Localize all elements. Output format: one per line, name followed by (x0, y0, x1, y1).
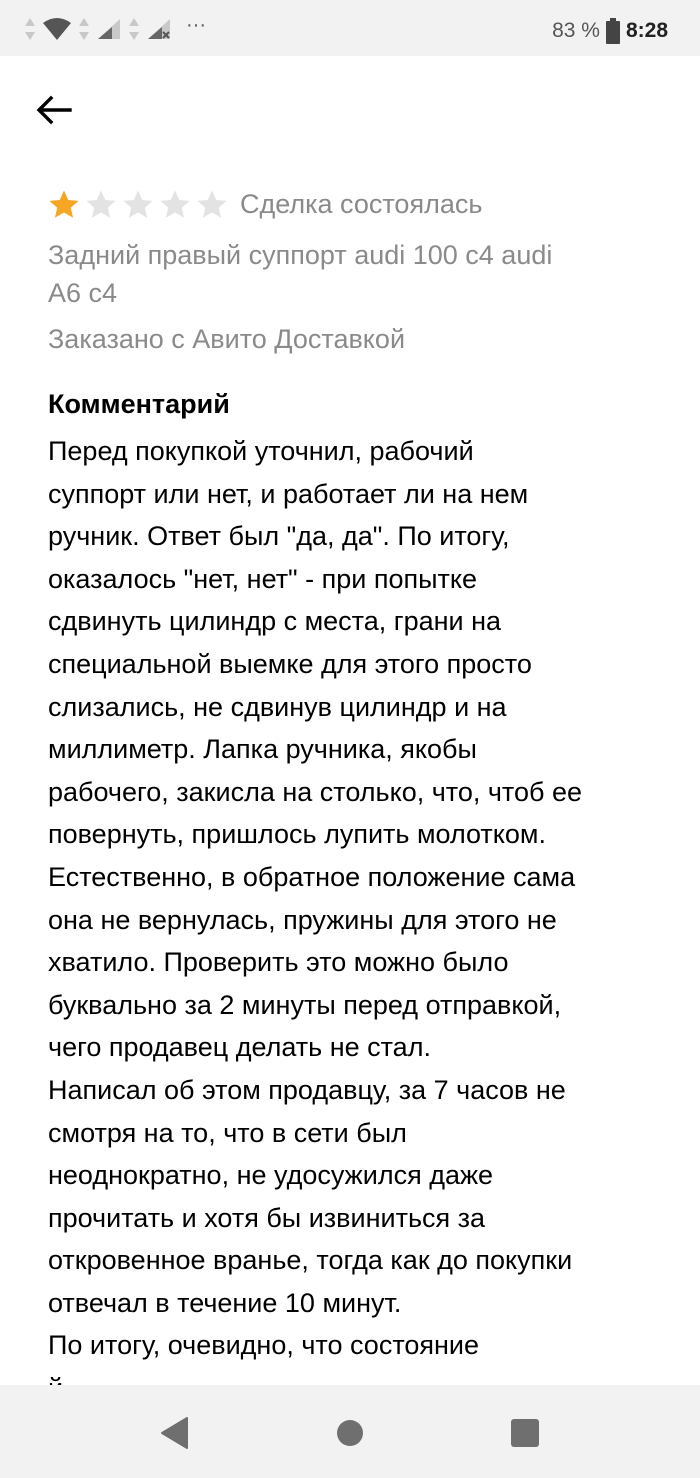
delivery-note: Заказано с Авито Доставкой (48, 324, 406, 354)
deal-status: Сделка состоялась (240, 188, 483, 219)
comment-line: отвечал в течение 10 минут. (48, 1287, 402, 1318)
signal-icon (96, 17, 122, 41)
comment-line: неоднократно, не удосужился даже (48, 1160, 494, 1191)
wifi-icon (42, 17, 72, 41)
square-recents-icon (510, 1418, 540, 1448)
comment-line: сдвинуть цилиндр с места, грани на (48, 606, 502, 637)
comment-line: По итогу, очевидно, что состояние (48, 1330, 480, 1361)
status-right (552, 14, 668, 48)
comment-text (48, 430, 668, 1385)
triangle-back-icon (159, 1416, 189, 1450)
status-bar (0, 0, 700, 56)
arrow-left-icon (36, 95, 72, 125)
data-arrows-icon (128, 16, 140, 42)
status-icons (24, 14, 206, 44)
comment-line: рабочего, закисла на столько, что, чтоб ее (48, 776, 583, 807)
circle-home-icon (335, 1418, 365, 1448)
star-empty-icon (196, 189, 228, 220)
comment-line: хватило. Проверить это можно было (48, 947, 509, 978)
star-empty-icon (159, 189, 191, 220)
nav-home-button[interactable] (330, 1413, 370, 1453)
system-nav-bar (0, 1385, 700, 1478)
star-filled-icon (48, 189, 80, 220)
comment-line: слизались, не сдвинув цилиндр и на (48, 691, 507, 722)
comment-line: специальной выемке для этого просто (48, 648, 532, 679)
comment-line: повернуть, пришлось лупить молотком. (48, 819, 546, 850)
battery-icon (606, 18, 620, 44)
comment-line: Естественно, в обратное положение сама (48, 861, 576, 892)
comment-line: чего продавец делать не стал. (48, 1032, 431, 1063)
clock: 8:28 (625, 19, 668, 42)
data-arrows-icon (78, 16, 90, 42)
comment-line: смотря на то, что в сети был (48, 1117, 407, 1148)
comment-line: оказалось "нет, нет" - при попытке (48, 563, 478, 594)
item-title (48, 236, 658, 312)
rating-stars (48, 189, 228, 220)
comment-line: ручник. Ответ был "да, да". По итогу, (48, 521, 510, 552)
star-empty-icon (85, 189, 117, 220)
comment-heading: Комментарий (48, 389, 230, 419)
comment-line: суппорт или нет, и работает ли на нем (48, 478, 529, 509)
more-notifications-icon: ··· (186, 14, 206, 36)
comment-line: Написал об этом продавцу, за 7 часов не (48, 1074, 566, 1105)
data-arrows-icon (24, 16, 36, 42)
rating-row (48, 182, 482, 226)
star-empty-icon (122, 189, 154, 220)
comment-line: прочитать и хотя бы извиниться за (48, 1202, 486, 1233)
back-button[interactable] (30, 86, 78, 134)
battery-percent: 83 % (552, 19, 600, 42)
comment-line: она не вернулась, пружины для этого не (48, 904, 557, 935)
nav-back-button[interactable] (154, 1413, 194, 1453)
comment-line: буквально за 2 минуты перед отправкой, (48, 989, 562, 1020)
comment-line: Перед покупкой уточнил, рабочий (48, 436, 474, 466)
comment-line: миллиметр. Лапка ручника, якобы (48, 734, 477, 765)
nav-recents-button[interactable] (505, 1413, 545, 1453)
comment-line: откровенное вранье, тогда как до покупки (48, 1245, 573, 1276)
item-title-line: Задний правый суппорт audi 100 c4 audi (48, 240, 553, 270)
item-title-line: A6 c4 (48, 278, 118, 308)
signal-no-service-icon (146, 17, 172, 41)
